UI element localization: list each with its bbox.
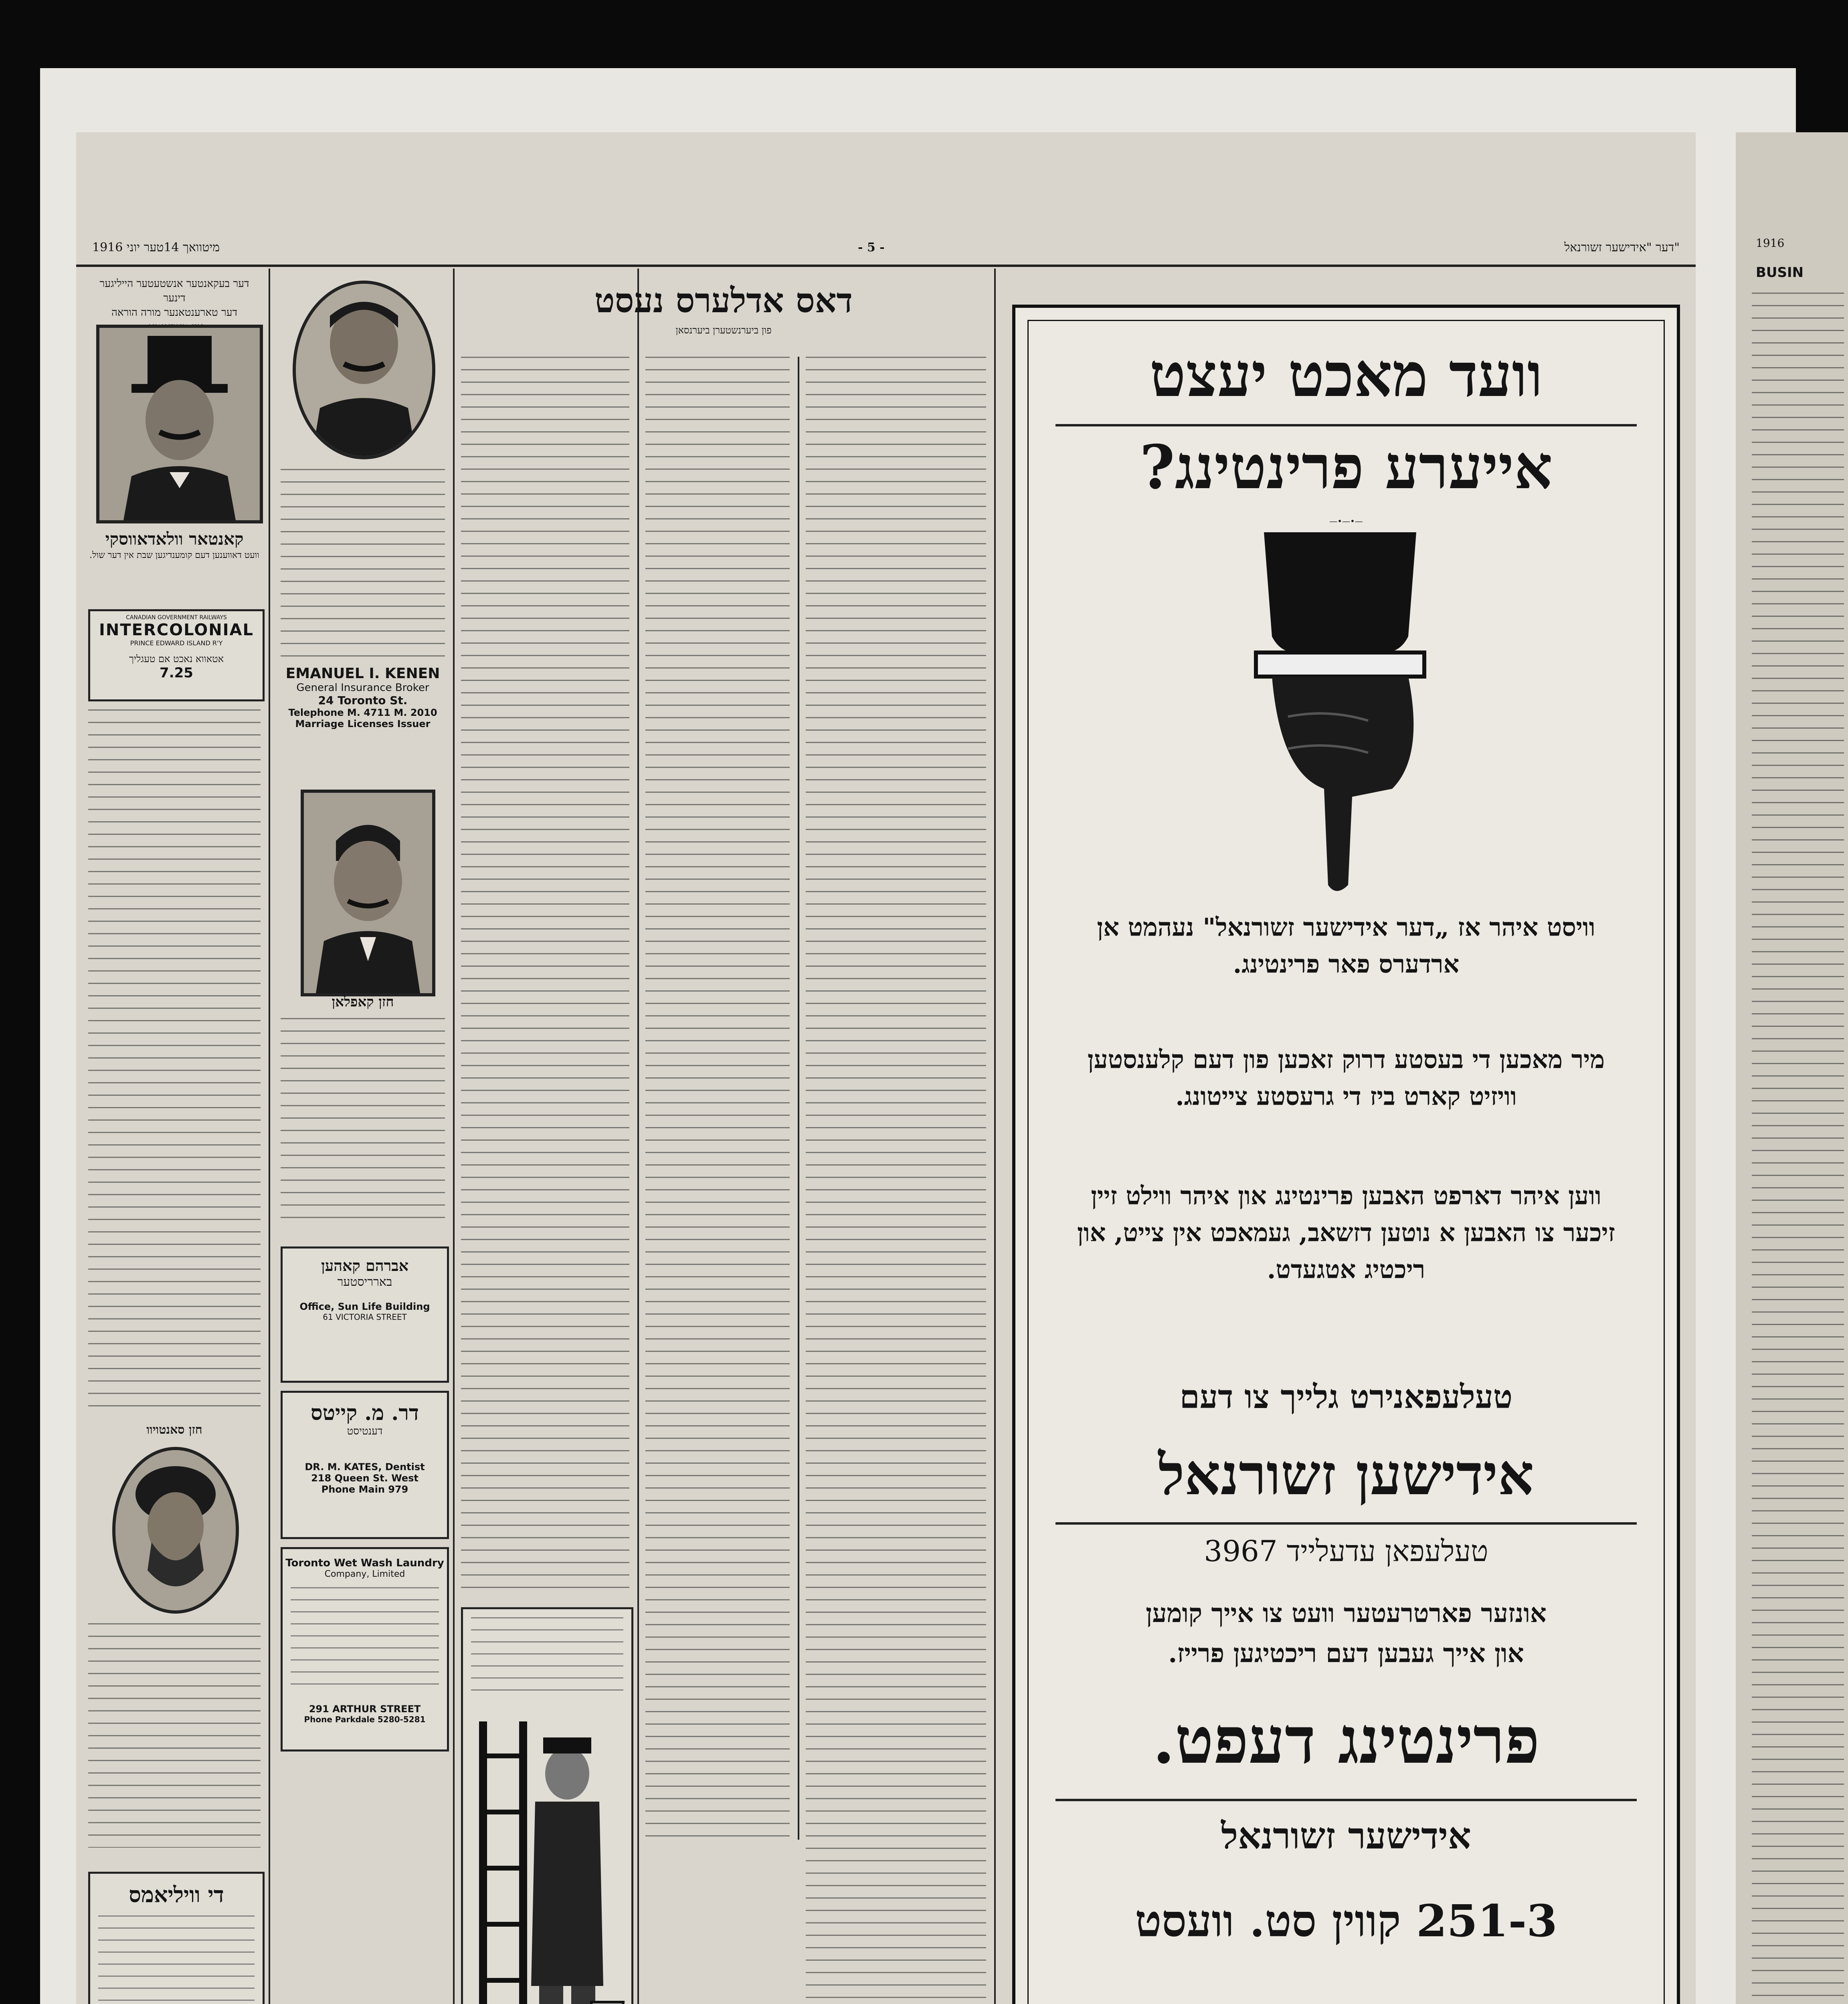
middle-column-text — [281, 469, 445, 661]
abraham-name: אברהם קאהען — [321, 1257, 408, 1275]
newspaper-page — [76, 132, 1696, 2004]
emanuel-kenen-ad — [281, 665, 445, 770]
dr-kates-ad — [281, 1391, 449, 1539]
kaplan-caption — [281, 994, 445, 1010]
adjacent-page-strip — [1736, 132, 1848, 2004]
window-cleaning-ad — [461, 1607, 633, 2004]
adjacent-page-year: 1916 — [1756, 236, 1785, 250]
kates-english-3: Phone Main 979 — [321, 1484, 408, 1495]
emanuel-line-2: 24 Toronto St. — [318, 694, 408, 707]
article-column-2 — [645, 357, 790, 1840]
printing-ad-para-2: מיר מאכען די בעסטע דרוק זאכען פון דעם קלענסטען וויזיט קארט ביז די גרעסטע צייטונג. — [1087, 1045, 1605, 1111]
mustached-man-image — [296, 284, 432, 456]
emanuel-line-3: Telephone M. 4711 M. 2010 — [288, 707, 437, 718]
column-rule — [637, 269, 639, 2004]
railway-ad — [88, 609, 265, 701]
masthead — [76, 240, 1696, 267]
printing-ad-paper-name-2: אידישער זשורנאל — [1221, 1815, 1471, 1857]
cantor-kaplan-image — [304, 793, 432, 993]
kates-title: דענטיסט — [347, 1425, 383, 1437]
printing-ad-para-3: ווען איהר דארפט האבען פרינטינג און איהר ווילט זיין זיכער צו האבען א נוטען דזשאב, געמאכט אין צייט, און ריכטיג אטגעדט. — [1077, 1181, 1615, 1284]
kates-hebrew-name: דר. מ. קייטס — [311, 1401, 419, 1425]
top-hat-man-image — [99, 328, 260, 520]
printing-ad-rep-2: און אייך געבען דעם ריכטיגען פרייז. — [1168, 1638, 1524, 1669]
middle-column-text-2 — [281, 1018, 445, 1226]
emanuel-line-4: Marriage Licenses Issuer — [295, 718, 431, 729]
printing-ad-paper-name: אידישען זשורנאל — [1158, 1442, 1534, 1508]
laundry-company: Company, Limited — [324, 1569, 405, 1579]
masthead-date: מיטוואך 14טער יוני 1916 — [92, 240, 220, 255]
kates-english-1: DR. M. KATES, Dentist — [305, 1461, 425, 1473]
masthead-page-number: - 5 - — [858, 240, 885, 255]
window-cleaner-illustration — [463, 1705, 631, 2004]
article-column-3 — [806, 357, 986, 2004]
ad-rule — [1055, 1522, 1637, 1525]
printing-ad-phone-number: טעלעפאן עדעלייד 3967 — [1204, 1534, 1488, 1568]
portrait-cantor-top-hat — [96, 325, 263, 523]
printing-ad-headline-1: וועד מאכט יעצט — [1149, 340, 1543, 410]
printing-ad-department: פרינטינג דעפט. — [1152, 1703, 1540, 1778]
kates-english-2: 218 Queen St. West — [311, 1473, 419, 1484]
article-byline: פון ביערנשטערן ביערנסאן — [675, 325, 772, 336]
ad-rule — [1055, 1799, 1637, 1801]
left-top-caption-line: דער בעקאנטער אנשטעטער הייליגער דינער — [99, 278, 249, 304]
kaplan-name: חזן קאפלאן — [332, 994, 394, 1010]
left-column-text — [88, 709, 261, 1407]
ad-rule — [1055, 424, 1637, 426]
williams-ad-title: די וויליאמס — [129, 1882, 224, 1907]
article-headline: דאס אדלערס נעסט — [594, 281, 853, 320]
column-rule — [453, 269, 455, 2004]
printing-ad-address: 251-3 קווין סט. וועסט — [1135, 1895, 1557, 1947]
cantor-name: קאנטאר וולאדאווסקי — [105, 529, 244, 549]
williams-ad — [88, 1872, 265, 2004]
printing-ad — [1012, 305, 1680, 2004]
masthead-paper-name: דער "אידישער זשורנאל" — [1564, 240, 1680, 255]
cantor-santovov-name: חזן סאנטויוו — [146, 1423, 202, 1437]
railway-title-3: PRINCE EDWARD ISLAND R'Y — [130, 639, 223, 647]
cantor-description: וועט דאווענען דעם קומענדיגען שבת אין דער שול. — [89, 550, 259, 560]
rabbi-portrait-image — [115, 1450, 236, 1610]
laundry-name: Toronto Wet Wash Laundry — [285, 1557, 444, 1569]
portrait-top-middle — [293, 281, 435, 459]
portrait-cantor-lower — [112, 1447, 239, 1614]
abraham-cohen-ad — [281, 1246, 449, 1383]
pointing-hand-icon — [1248, 532, 1432, 893]
printing-ad-phone-call: טעלעפאנירט גלייך צו דעם — [1179, 1378, 1513, 1416]
emanuel-line-1: General Insurance Broker — [296, 682, 429, 694]
railway-title-1: CANADIAN GOVERNMENT RAILWAYS — [126, 614, 227, 621]
laundry-address: 291 ARTHUR STREET — [309, 1703, 421, 1715]
left-lower-text — [88, 1623, 261, 1848]
article-column-1 — [461, 357, 629, 1599]
printing-ad-para-1: וויסט איהר אז „דער אידישער זשורנאל" נעהמט אן ארדערס פאר פרינטינג. — [1097, 913, 1595, 979]
printing-ad-rep-1: אונזער פארטרעטער וועט צו אייך קומען — [1146, 1598, 1547, 1628]
printing-ad-headline-2: אייערע פרינטינג? — [1139, 432, 1553, 503]
abraham-office: Office, Sun Life Building — [299, 1301, 430, 1312]
column-rule — [269, 269, 270, 2004]
laundry-phone: Phone Parkdale 5280-5281 — [304, 1715, 426, 1724]
railway-price: 7.25 — [160, 665, 193, 681]
emanuel-name: EMANUEL I. KENEN — [285, 665, 440, 682]
printing-ad-divider: —•—•— — [1329, 516, 1363, 526]
abraham-street: 61 VICTORIA STREET — [323, 1312, 407, 1322]
adjacent-page-label: BUSIN — [1756, 265, 1804, 281]
abraham-title: בארריסטער — [337, 1275, 392, 1289]
wet-wash-laundry-ad — [281, 1547, 449, 1751]
column-rule — [994, 269, 996, 2004]
railway-title-2: INTERCOLONIAL — [99, 621, 254, 639]
left-top-caption-line: דער טארענטאנער מורה הוראה — [111, 307, 237, 319]
portrait-middle-lower — [301, 790, 435, 996]
column-rule — [798, 357, 799, 1840]
railway-schedule-row: אטאווא נאכט אם טעגליך — [129, 653, 224, 665]
cantor-caption — [88, 529, 261, 562]
cantor-santovov-caption — [88, 1423, 261, 1437]
